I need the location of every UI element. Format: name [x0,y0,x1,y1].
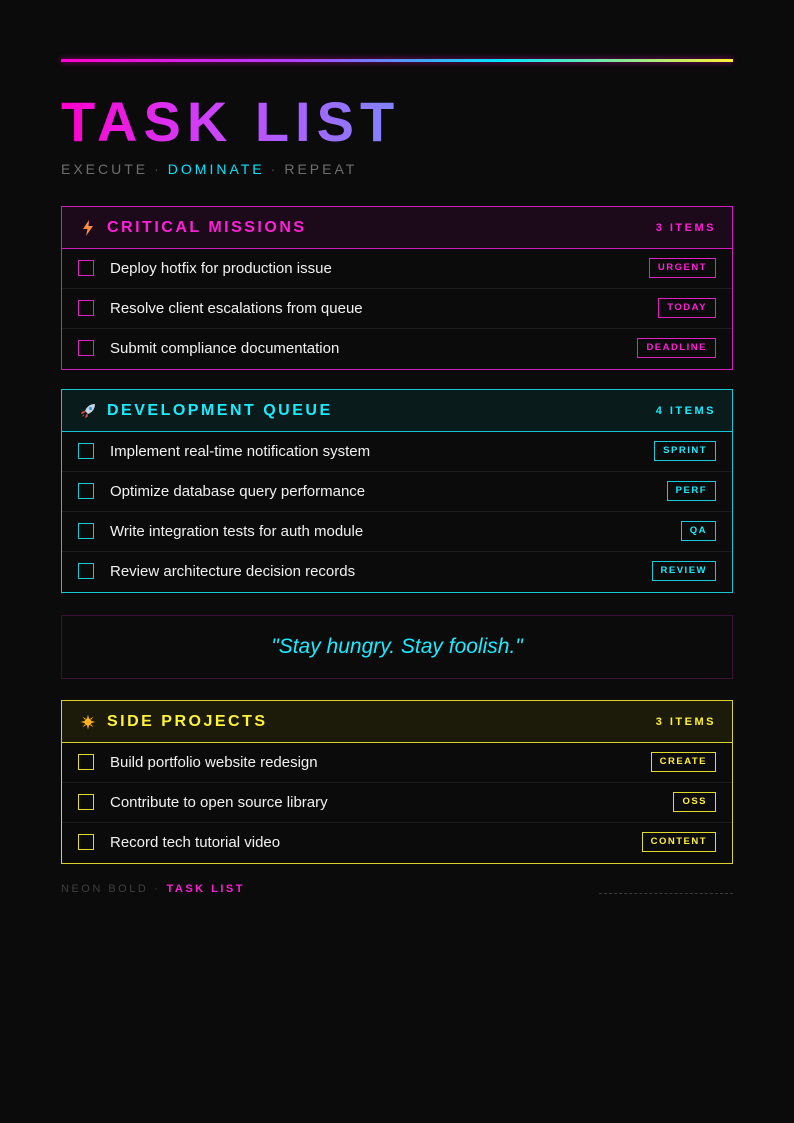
task-tag: URGENT [649,258,716,278]
section-title: SIDE PROJECTS [107,713,268,730]
task-list [62,743,732,863]
section-title: CRITICAL MISSIONS [107,219,307,236]
task-row[interactable] [62,432,732,472]
tagline-separator: · [270,161,279,177]
task-checkbox[interactable] [78,443,94,459]
section-header [62,390,732,432]
task-checkbox[interactable] [78,754,94,770]
lightning-icon [79,219,97,237]
tagline-separator: · [154,161,162,177]
task-tag: SPRINT [654,441,716,461]
task-tag: REVIEW [652,561,716,581]
task-row[interactable] [62,329,732,369]
task-label: Record tech tutorial video [110,834,281,851]
task-label: Contribute to open source library [110,794,328,811]
task-checkbox[interactable] [78,563,94,579]
task-tag: TODAY [658,298,716,318]
footer-separator: · [154,883,161,895]
task-tag: PERF [667,481,716,501]
task-label: Submit compliance documentation [110,340,340,357]
tagline-first: EXECUTE [61,161,149,177]
task-list [62,432,732,592]
task-checkbox[interactable] [78,300,94,316]
task-checkbox[interactable] [78,483,94,499]
page-title: TASK LIST [61,90,401,153]
task-row[interactable] [62,743,732,783]
task-row[interactable] [62,512,732,552]
tagline [61,161,357,177]
tagline-last: REPEAT [284,161,358,177]
task-label: Build portfolio website redesign [110,754,318,771]
footer [61,883,245,895]
task-label: Deploy hotfix for production issue [110,260,332,277]
task-tag: QA [681,521,716,541]
quote-text: "Stay hungry. Stay foolish." [271,635,523,658]
task-row[interactable] [62,249,732,289]
task-label: Review architecture decision records [110,563,356,580]
task-tag: OSS [673,792,716,812]
section-critical-missions [61,206,733,370]
task-tag: CREATE [651,752,716,772]
task-label: Write integration tests for auth module [110,523,364,540]
task-row[interactable] [62,783,732,823]
task-checkbox[interactable] [78,794,94,810]
task-list [62,249,732,369]
task-checkbox[interactable] [78,340,94,356]
task-label: Implement real-time notification system [110,443,371,460]
task-checkbox[interactable] [78,834,94,850]
task-row[interactable] [62,472,732,512]
sparkle-icon [79,713,97,731]
task-tag: DEADLINE [637,338,716,358]
rocket-icon [79,402,97,420]
quote-box [61,615,733,679]
tagline-highlight: DOMINATE [167,161,265,177]
task-row[interactable] [62,823,732,863]
task-label: Optimize database query performance [110,483,366,500]
gradient-rule [61,59,733,62]
task-label: Resolve client escalations from queue [110,300,363,317]
footer-brand: NEON BOLD [61,883,149,895]
section-count: 3 ITEMS [655,222,716,234]
task-checkbox[interactable] [78,523,94,539]
section-count: 4 ITEMS [655,405,716,417]
section-side-projects [61,700,733,864]
task-row[interactable] [62,289,732,329]
section-development-queue [61,389,733,593]
section-title: DEVELOPMENT QUEUE [107,402,333,419]
footer-highlight: TASK LIST [166,883,245,895]
task-row[interactable] [62,552,732,592]
section-header [62,701,732,743]
section-count: 3 ITEMS [655,716,716,728]
footer-dashed-line [599,893,733,894]
task-tag: CONTENT [642,832,716,852]
task-checkbox[interactable] [78,260,94,276]
section-header [62,207,732,249]
